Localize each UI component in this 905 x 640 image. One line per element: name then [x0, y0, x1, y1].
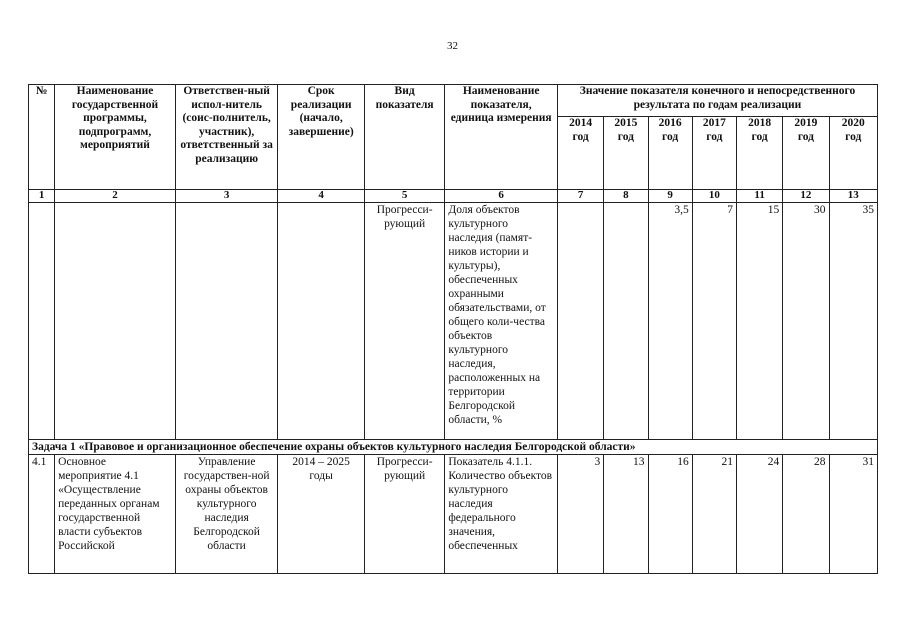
header-executor: Ответствен-ный испол-нитель (соис-полнитель, участник), ответственный за реализацию — [175, 85, 278, 190]
row-value-2016: 16 — [648, 455, 692, 574]
header-year: 2014 год — [557, 117, 603, 190]
row-value-2017: 7 — [692, 203, 736, 440]
row-value-2017: 21 — [692, 455, 736, 574]
column-number: 10 — [692, 190, 736, 203]
column-number: 6 — [445, 190, 558, 203]
table-row — [29, 455, 878, 574]
column-number: 7 — [557, 190, 603, 203]
row-executor: Управление государствен-ной охраны объектов культурного наследия Белгородской области — [175, 455, 278, 574]
task-title: Задача 1 «Правовое и организационное обеспечение охраны объектов культурного наследия Белгородской области» — [29, 440, 878, 455]
program-table — [28, 84, 878, 574]
row-value-2020: 35 — [829, 203, 877, 440]
row-value-2016: 3,5 — [648, 203, 692, 440]
task-row — [29, 440, 878, 455]
column-number: 2 — [55, 190, 176, 203]
header-program-name: Наименование государственной программы, подпрограмм, мероприятий — [55, 85, 176, 190]
header-year: 2018 год — [737, 117, 783, 190]
column-number: 4 — [278, 190, 364, 203]
header-indicator-name: Наименование показателя, единица измерения — [445, 85, 558, 190]
row-indicator-name: Показатель 4.1.1. Количество объектов культурного наследия федерального значения, обеспеченных — [445, 455, 558, 574]
row-period: 2014 – 2025 годы — [278, 455, 364, 574]
row-program-name: Основное мероприятие 4.1 «Осуществление переданных органам государственной власти субъектов Российской — [55, 455, 176, 574]
header-period: Срок реализации (начало, завершение) — [278, 85, 364, 190]
column-number: 3 — [175, 190, 278, 203]
header-year: 2015 год — [604, 117, 648, 190]
header-year: 2016 год — [648, 117, 692, 190]
header-values-group: Значение показателя конечного и непосредственного результата по годам реализации — [557, 85, 877, 117]
column-number: 11 — [737, 190, 783, 203]
column-number: 5 — [364, 190, 444, 203]
header-year: 2017 год — [692, 117, 736, 190]
row-value-2015 — [604, 203, 648, 440]
table-row — [29, 203, 878, 440]
column-number: 1 — [29, 190, 55, 203]
header-year: 2019 год — [783, 117, 829, 190]
column-number: 13 — [829, 190, 877, 203]
row-value-2019: 28 — [783, 455, 829, 574]
row-num: 4.1 — [29, 455, 55, 574]
row-indicator-name: Доля объектов культурного наследия (памят-ников истории и культуры), обеспеченных охранными обязательствами, от общего коли-чества объектов культурного наследия, расположенных на территории Белгородской области, % — [445, 203, 558, 440]
header-year: 2020 год — [829, 117, 877, 190]
column-number: 9 — [648, 190, 692, 203]
row-value-2020: 31 — [829, 455, 877, 574]
row-indicator-type: Прогресси-рующий — [364, 203, 444, 440]
row-value-2018: 24 — [737, 455, 783, 574]
row-value-2019: 30 — [783, 203, 829, 440]
column-number: 12 — [783, 190, 829, 203]
row-indicator-type: Прогресси-рующий — [364, 455, 444, 574]
row-value-2014 — [557, 203, 603, 440]
row-value-2018: 15 — [737, 203, 783, 440]
page-number: 32 — [447, 40, 458, 52]
row-value-2014: 3 — [557, 455, 603, 574]
row-program-name — [55, 203, 176, 440]
row-value-2015: 13 — [604, 455, 648, 574]
row-executor — [175, 203, 278, 440]
header-num: № — [29, 85, 55, 190]
header-indicator-type: Вид показателя — [364, 85, 444, 190]
column-number: 8 — [604, 190, 648, 203]
row-num — [29, 203, 55, 440]
row-period — [278, 203, 364, 440]
